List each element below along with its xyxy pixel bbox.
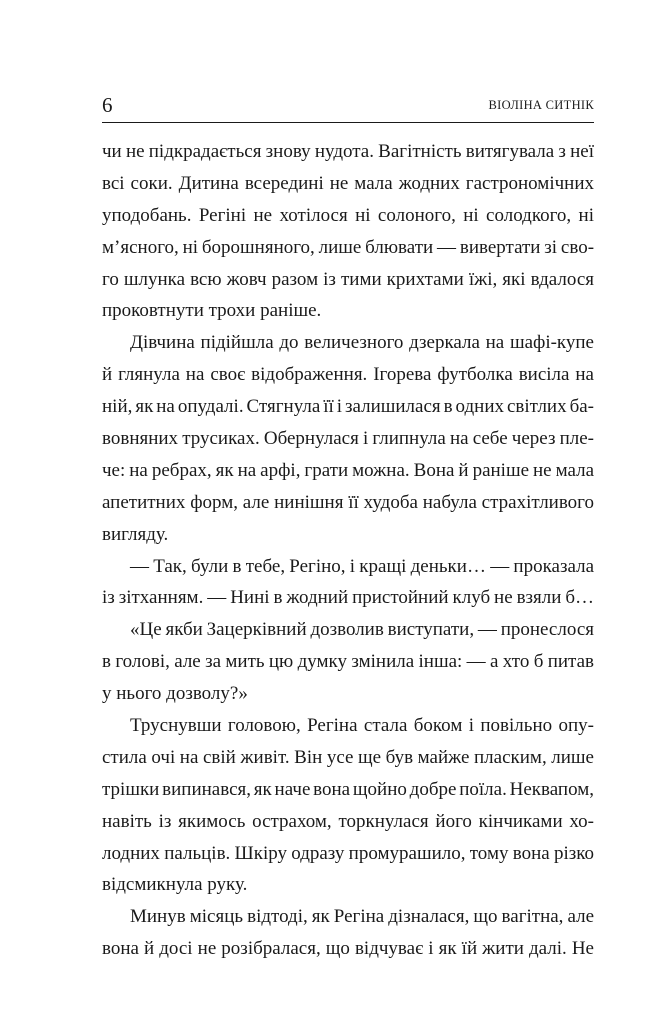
text-line: Труснувши головою, Регіна стала боком і повільно опу- <box>130 715 594 737</box>
text-line: стила очі на свій живіт. Він усе ще був майже пласким, лише <box>102 746 594 768</box>
text-line: всі соки. Дитина всередині не мала жодних гастрономічних <box>102 172 594 194</box>
text-line: вигляду. <box>102 523 169 545</box>
text-line: у нього дозволу?» <box>102 683 248 705</box>
running-head <box>102 92 594 118</box>
text-line: м’ясного, ні борошняного, лише блювати — вивертати зі сво- <box>102 236 594 258</box>
text-line: апетитних форм, але нинішня її худоба набула страхітливого <box>102 491 594 513</box>
paragraph <box>102 614 594 710</box>
text-line: Дівчина підійшла до величезного дзеркала на шафі-купе <box>130 332 594 354</box>
text-line: го шлунка всю жовч разом із тими крихтами їжі, які вдалося <box>102 268 594 290</box>
paragraph <box>102 327 594 550</box>
text-line: — Так, були в тебе, Регіно, і кращі деньки… — проказала <box>130 555 594 577</box>
text-line: Минув місяць відтоді, як Регіна дізналася, що вагітна, але <box>130 906 594 928</box>
text-line: че: на ребрах, як на арфі, грати можна. Вона й раніше не мала <box>102 459 594 481</box>
page-number: 6 <box>102 93 113 117</box>
body-text <box>102 136 594 965</box>
paragraph <box>102 551 594 615</box>
text-line: трішки випинався, як наче вона щойно добре поїла. Неквапом, <box>102 778 594 800</box>
text-line: вовняних трусиках. Обернулася і глипнула на себе через пле- <box>102 428 594 450</box>
paragraph <box>102 136 594 327</box>
text-line: в голові, але за мить цю думку змінила інша: — а хто б питав <box>102 651 594 673</box>
text-line: лодних пальців. Шкіру одразу промурашило, тому вона різко <box>102 842 594 864</box>
header-rule <box>102 122 594 123</box>
text-line: відсмикнула руку. <box>102 874 248 896</box>
text-line: й глянула на своє відображення. Ігорева футболка висіла на <box>102 364 594 386</box>
paragraph <box>102 710 594 901</box>
text-line: навіть із якимось острахом, торкнулася його кінчиками хо- <box>102 810 594 832</box>
text-line: «Це якби Зацерківний дозволив виступати, — пронеслося <box>130 619 594 641</box>
text-line: ній, як на опудалі. Стягнула її і залишилася в одних світлих ба- <box>102 396 594 418</box>
paragraph <box>102 901 594 965</box>
text-line: чи не підкрадається знову нудота. Вагітність витягувала з неї <box>102 141 594 162</box>
running-title: ВІОЛІНА СИТНІК <box>488 98 594 112</box>
text-line: проковтнути трохи раніше. <box>102 300 322 322</box>
text-line: уподобань. Регіні не хотілося ні солоного, ні солодкого, ні <box>102 204 594 226</box>
text-line: із зітханням. — Нині в жодний пристойний клуб не взяли б… <box>102 587 594 609</box>
text-line: вона й досі не розібралася, що відчуває і як їй жити далі. Не <box>102 938 594 960</box>
